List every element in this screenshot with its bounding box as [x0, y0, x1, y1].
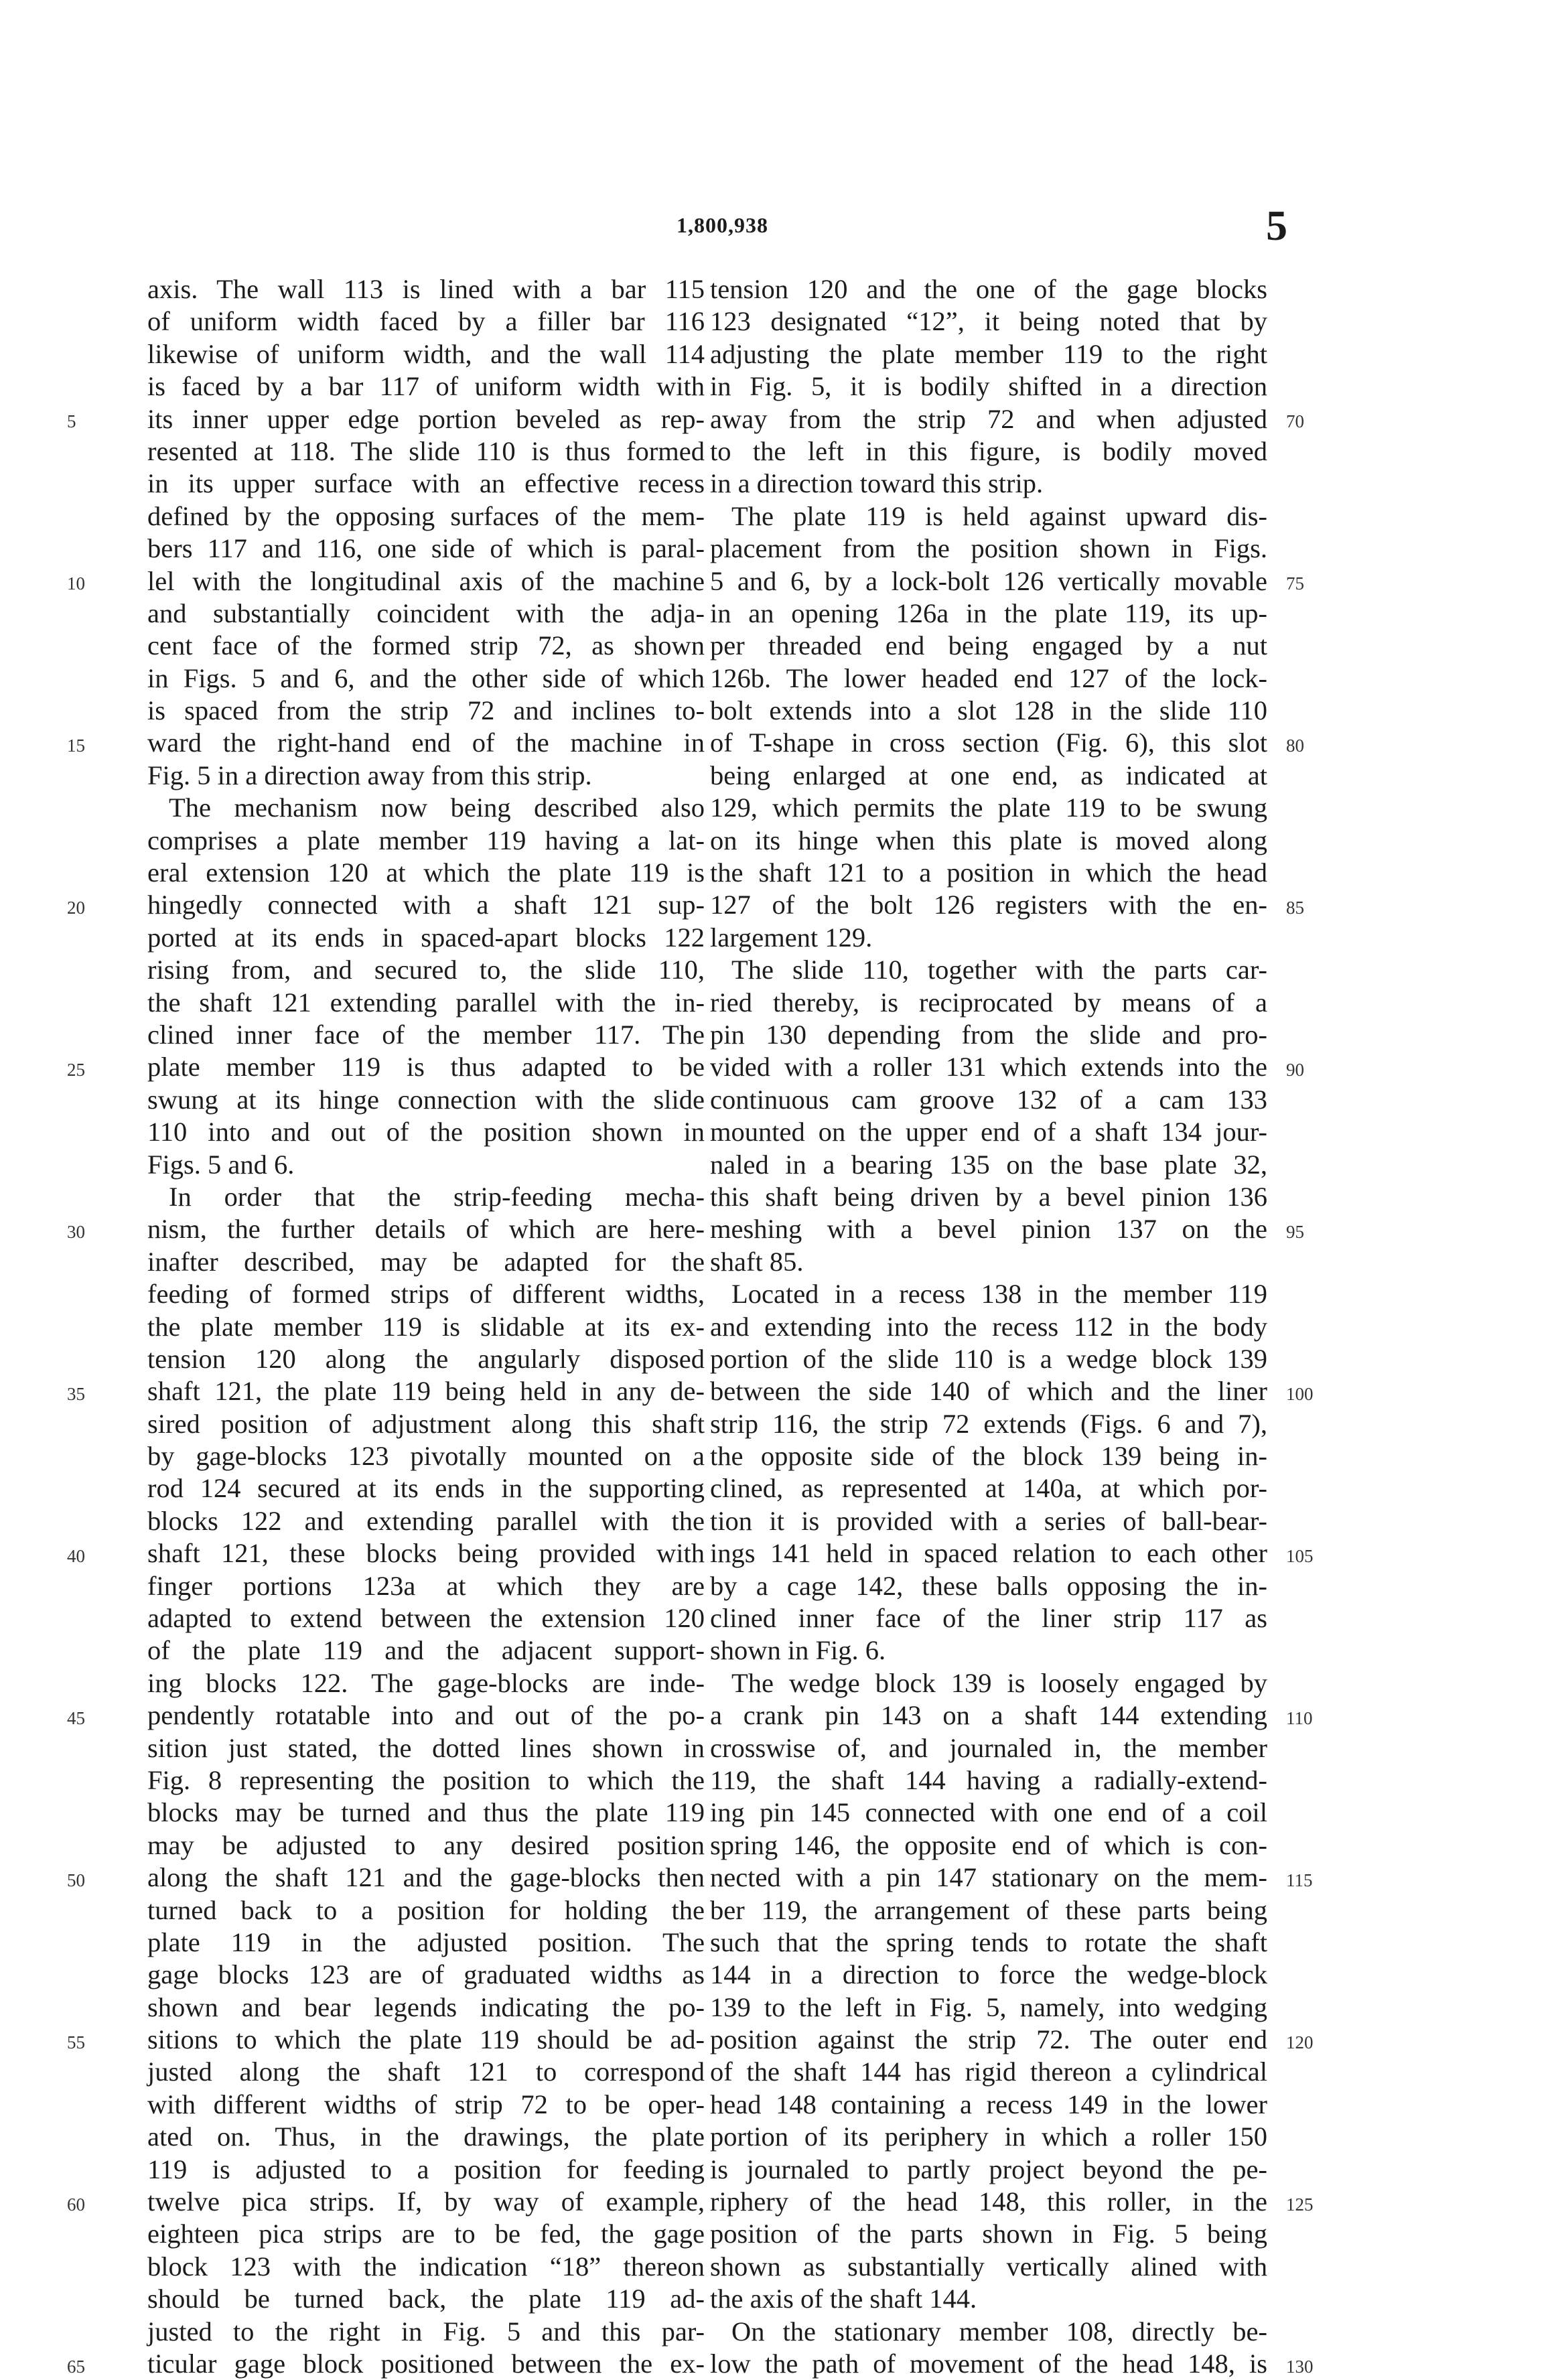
text-line: the opposite side of the block 139 being in-	[710, 1441, 1267, 1472]
text-line: shown and bear legends indicating the po-	[147, 1991, 705, 2022]
text-line: vided with a roller 131 which extends into the	[710, 1052, 1267, 1082]
text-line: lel with the longitudinal axis of the machine	[147, 565, 705, 596]
text-line: adjusting the plate member 119 to the right	[710, 338, 1267, 369]
margin-line-number: 10	[67, 573, 85, 593]
margin-line-number: 40	[67, 1545, 85, 1566]
text-line: 119 is adjusted to a position for feeding	[147, 2154, 705, 2184]
text-line: hingedly connected with a shaft 121 sup-	[147, 890, 705, 920]
text-line: plate member 119 is thus adapted to be	[147, 1052, 705, 1082]
text-line: tension 120 along the angularly disposed	[147, 1343, 705, 1374]
text-line: ported at its ends in spaced-apart blocks 122	[147, 922, 705, 953]
margin-line-number: 115	[1286, 1870, 1313, 1890]
text-line: shown in Fig. 6.	[710, 1635, 886, 1666]
text-line: Located in a recess 138 in the member 119	[731, 1279, 1267, 1310]
text-line: rising from, and secured to, the slide 110,	[147, 955, 705, 985]
text-line: portion of its periphery in which a roller 150	[710, 2121, 1267, 2152]
text-line: comprises a plate member 119 having a lat-	[147, 825, 705, 855]
text-line: and substantially coincident with the adja-	[147, 598, 705, 628]
text-line: eral extension 120 at which the plate 119 is	[147, 857, 705, 888]
text-line: should be turned back, the plate 119 ad-	[147, 2284, 705, 2314]
text-line: ward the right-hand end of the machine in	[147, 727, 705, 758]
text-line: ried thereby, is reciprocated by means of a	[710, 987, 1267, 1018]
text-line: of the plate 119 and the adjacent support-	[147, 1635, 705, 1666]
text-line: In order that the strip-feeding mecha-	[169, 1181, 705, 1212]
text-line: is journaled to partly project beyond the pe-	[710, 2154, 1267, 2184]
margin-line-number: 80	[1286, 735, 1304, 756]
text-line: tion it is provided with a series of ball-bear-	[710, 1505, 1267, 1536]
text-line: Figs. 5 and 6.	[147, 1149, 295, 1180]
text-line: riphery of the head 148, this roller, in the	[710, 2186, 1267, 2217]
text-line: ing pin 145 connected with one end of a coil	[710, 1797, 1267, 1828]
margin-line-number: 30	[67, 1221, 85, 1242]
text-line: in Fig. 5, it is bodily shifted in a direction	[710, 371, 1267, 402]
text-line: The mechanism now being described also	[169, 792, 705, 823]
text-line: this shaft being driven by a bevel pinion 136	[710, 1181, 1267, 1212]
text-line: may be adjusted to any desired position	[147, 1829, 705, 1860]
margin-line-number: 85	[1286, 897, 1304, 918]
margin-line-number: 5	[67, 411, 76, 431]
text-line: its inner upper edge portion beveled as rep-	[147, 403, 705, 434]
text-line: and extending into the recess 112 in the body	[710, 1311, 1267, 1342]
text-line: blocks 122 and extending parallel with the	[147, 1505, 705, 1536]
text-line: a crank pin 143 on a shaft 144 extending	[710, 1700, 1267, 1731]
text-line: 5 and 6, by a lock-bolt 126 vertically movable	[710, 565, 1267, 596]
text-line: continuous cam groove 132 of a cam 133	[710, 1084, 1267, 1115]
text-line: sitions to which the plate 119 should be ad-	[147, 2024, 705, 2055]
text-line: of the shaft 144 has rigid thereon a cylindrical	[710, 2056, 1267, 2087]
text-line: pin 130 depending from the slide and pro-	[710, 1019, 1267, 1050]
text-line: on its hinge when this plate is moved along	[710, 825, 1267, 855]
text-line: Fig. 5 in a direction away from this strip.	[147, 760, 592, 790]
text-line: bers 117 and 116, one side of which is paral-	[147, 533, 705, 564]
text-line: likewise of uniform width, and the wall 114	[147, 338, 705, 369]
text-line: tension 120 and the one of the gage blocks	[710, 274, 1267, 304]
text-line: largement 129.	[710, 922, 873, 953]
text-line: by a cage 142, these balls opposing the in-	[710, 1570, 1267, 1601]
text-line: away from the strip 72 and when adjusted	[710, 403, 1267, 434]
text-line: low the path of movement of the head 148, is	[710, 2349, 1267, 2379]
margin-line-number: 70	[1286, 411, 1304, 431]
text-line: inafter described, may be adapted for the	[147, 1246, 705, 1277]
text-line: clined, as represented at 140a, at which por-	[710, 1473, 1267, 1504]
text-line: the shaft 121 to a position in which the head	[710, 857, 1267, 888]
patent-number: 1,800,938	[677, 213, 768, 237]
text-line: in Figs. 5 and 6, and the other side of which	[147, 662, 705, 693]
text-line: shaft 121, these blocks being provided with	[147, 1538, 705, 1569]
text-line: 144 in a direction to force the wedge-block	[710, 1959, 1267, 1990]
margin-line-number: 90	[1286, 1059, 1304, 1080]
text-line: The plate 119 is held against upward dis-	[731, 500, 1267, 531]
text-line: justed to the right in Fig. 5 and this par-	[147, 2316, 705, 2347]
text-line: resented at 118. The slide 110 is thus formed	[147, 435, 705, 466]
margin-line-number: 130	[1286, 2356, 1314, 2377]
text-line: turned back to a position for holding the	[147, 1894, 705, 1925]
text-line: meshing with a bevel pinion 137 on the	[710, 1214, 1267, 1245]
text-line: sired position of adjustment along this shaft	[147, 1408, 705, 1439]
text-line: naled in a bearing 135 on the base plate 32,	[710, 1149, 1267, 1180]
text-line: placement from the position shown in Figs.	[710, 533, 1267, 564]
text-line: 127 of the bolt 126 registers with the en-	[710, 890, 1267, 920]
text-line: in an opening 126a in the plate 119, its up-	[710, 598, 1267, 628]
text-line: mounted on the upper end of a shaft 134 jour-	[710, 1117, 1267, 1147]
text-line: swung at its hinge connection with the slide	[147, 1084, 705, 1115]
margin-line-number: 55	[67, 2032, 85, 2052]
text-line: blocks may be turned and thus the plate 119	[147, 1797, 705, 1828]
text-line: finger portions 123a at which they are	[147, 1570, 705, 1601]
margin-line-number: 110	[1286, 1707, 1313, 1728]
text-line: rod 124 secured at its ends in the supporting	[147, 1473, 705, 1504]
margin-line-number: 20	[67, 897, 85, 918]
text-line: to the left in this figure, is bodily moved	[710, 435, 1267, 466]
page-number: 5	[1266, 202, 1287, 249]
text-line: portion of the slide 110 is a wedge block 139	[710, 1343, 1267, 1374]
text-line: pendently rotatable into and out of the po-	[147, 1700, 705, 1731]
text-line: the plate member 119 is slidable at its ex-	[147, 1311, 705, 1342]
text-line: ticular gage block positioned between the ex-	[147, 2349, 705, 2379]
text-line: by gage-blocks 123 pivotally mounted on a	[147, 1441, 705, 1472]
text-line: nism, the further details of which are here-	[147, 1214, 705, 1245]
text-line: ated on. Thus, in the drawings, the plate	[147, 2121, 705, 2152]
text-line: adapted to extend between the extension 120	[147, 1603, 705, 1634]
text-line: of uniform width faced by a filler bar 116	[147, 306, 705, 337]
margin-line-number: 105	[1286, 1545, 1314, 1566]
text-line: bolt extends into a slot 128 in the slide 110	[710, 695, 1267, 726]
text-line: 110 into and out of the position shown in	[147, 1117, 705, 1147]
text-line: along the shaft 121 and the gage-blocks then	[147, 1862, 705, 1893]
text-line: defined by the opposing surfaces of the mem-	[147, 500, 705, 531]
margin-line-number: 100	[1286, 1383, 1314, 1404]
text-line: ings 141 held in spaced relation to each other	[710, 1538, 1267, 1569]
margin-line-number: 45	[67, 1707, 85, 1728]
text-line: clined inner face of the liner strip 117 as	[710, 1603, 1267, 1634]
margin-line-number: 65	[67, 2356, 85, 2377]
text-line: cent face of the formed strip 72, as shown	[147, 630, 705, 661]
margin-line-number: 125	[1286, 2194, 1314, 2215]
text-line: clined inner face of the member 117. The	[147, 1019, 705, 1050]
text-line: axis. The wall 113 is lined with a bar 115	[147, 274, 705, 304]
text-line: ber 119, the arrangement of these parts being	[710, 1894, 1267, 1925]
text-line: shaft 85.	[710, 1246, 804, 1277]
text-line: such that the spring tends to rotate the shaft	[710, 1927, 1267, 1957]
text-line: nected with a pin 147 stationary on the mem-	[710, 1862, 1267, 1893]
right-text-column	[710, 273, 1267, 2380]
text-line: shaft 121, the plate 119 being held in any de-	[147, 1376, 705, 1407]
left-text-column	[147, 273, 705, 2380]
margin-line-number: 35	[67, 1383, 85, 1404]
text-line: feeding of formed strips of different widths,	[147, 1279, 705, 1310]
text-line: The wedge block 139 is loosely engaged by	[731, 1667, 1267, 1698]
text-line: position against the strip 72. The outer end	[710, 2024, 1267, 2055]
text-line: On the stationary member 108, directly be-	[731, 2316, 1267, 2347]
text-line: the shaft 121 extending parallel with the in-	[147, 987, 705, 1018]
text-line: is spaced from the strip 72 and inclines to-	[147, 695, 705, 726]
text-line: plate 119 in the adjusted position. The	[147, 1927, 705, 1957]
text-line: is faced by a bar 117 of uniform width with	[147, 371, 705, 402]
text-line: 126b. The lower headed end 127 of the lock-	[710, 662, 1267, 693]
text-line: 123 designated “12”, it being noted that by	[710, 306, 1267, 337]
text-line: 129, which permits the plate 119 to be swung	[710, 792, 1267, 823]
text-line: the axis of the shaft 144.	[710, 2284, 977, 2314]
margin-line-number: 15	[67, 735, 85, 756]
text-line: spring 146, the opposite end of which is con-	[710, 1829, 1267, 1860]
text-line: justed along the shaft 121 to correspond	[147, 2056, 705, 2087]
text-line: twelve pica strips. If, by way of example,	[147, 2186, 705, 2217]
text-line: The slide 110, together with the parts car-	[731, 955, 1267, 985]
margin-line-number: 50	[67, 1870, 85, 1890]
text-line: strip 116, the strip 72 extends (Figs. 6 and 7),	[710, 1408, 1267, 1439]
margin-line-number: 120	[1286, 2032, 1314, 2052]
text-line: crosswise of, and journaled in, the member	[710, 1732, 1267, 1763]
margin-line-number: 60	[67, 2194, 85, 2215]
text-line: eighteen pica strips are to be fed, the gage	[147, 2219, 705, 2249]
text-line: gage blocks 123 are of graduated widths as	[147, 1959, 705, 1990]
text-line: between the side 140 of which and the liner	[710, 1376, 1267, 1407]
text-line: block 123 with the indication “18” thereon	[147, 2251, 705, 2282]
text-line: per threaded end being engaged by a nut	[710, 630, 1267, 661]
text-line: head 148 containing a recess 149 in the lower	[710, 2089, 1267, 2119]
text-line: in its upper surface with an effective recess	[147, 468, 705, 499]
text-line: 119, the shaft 144 having a radially-extend-	[710, 1764, 1267, 1795]
margin-line-number: 25	[67, 1059, 85, 1080]
text-line: shown as substantially vertically alined with	[710, 2251, 1267, 2282]
margin-line-number: 95	[1286, 1221, 1304, 1242]
text-line: ing blocks 122. The gage-blocks are inde-	[147, 1667, 705, 1698]
text-line: with different widths of strip 72 to be oper-	[147, 2089, 705, 2119]
text-line: Fig. 8 representing the position to which the	[147, 1764, 705, 1795]
text-line: in a direction toward this strip.	[710, 468, 1044, 499]
text-line: 139 to the left in Fig. 5, namely, into wedging	[710, 1991, 1267, 2022]
margin-line-number: 75	[1286, 573, 1304, 593]
text-line: sition just stated, the dotted lines shown in	[147, 1732, 705, 1763]
text-line: being enlarged at one end, as indicated at	[710, 760, 1267, 790]
text-line: of T-shape in cross section (Fig. 6), this slot	[710, 727, 1267, 758]
text-line: position of the parts shown in Fig. 5 being	[710, 2219, 1267, 2249]
